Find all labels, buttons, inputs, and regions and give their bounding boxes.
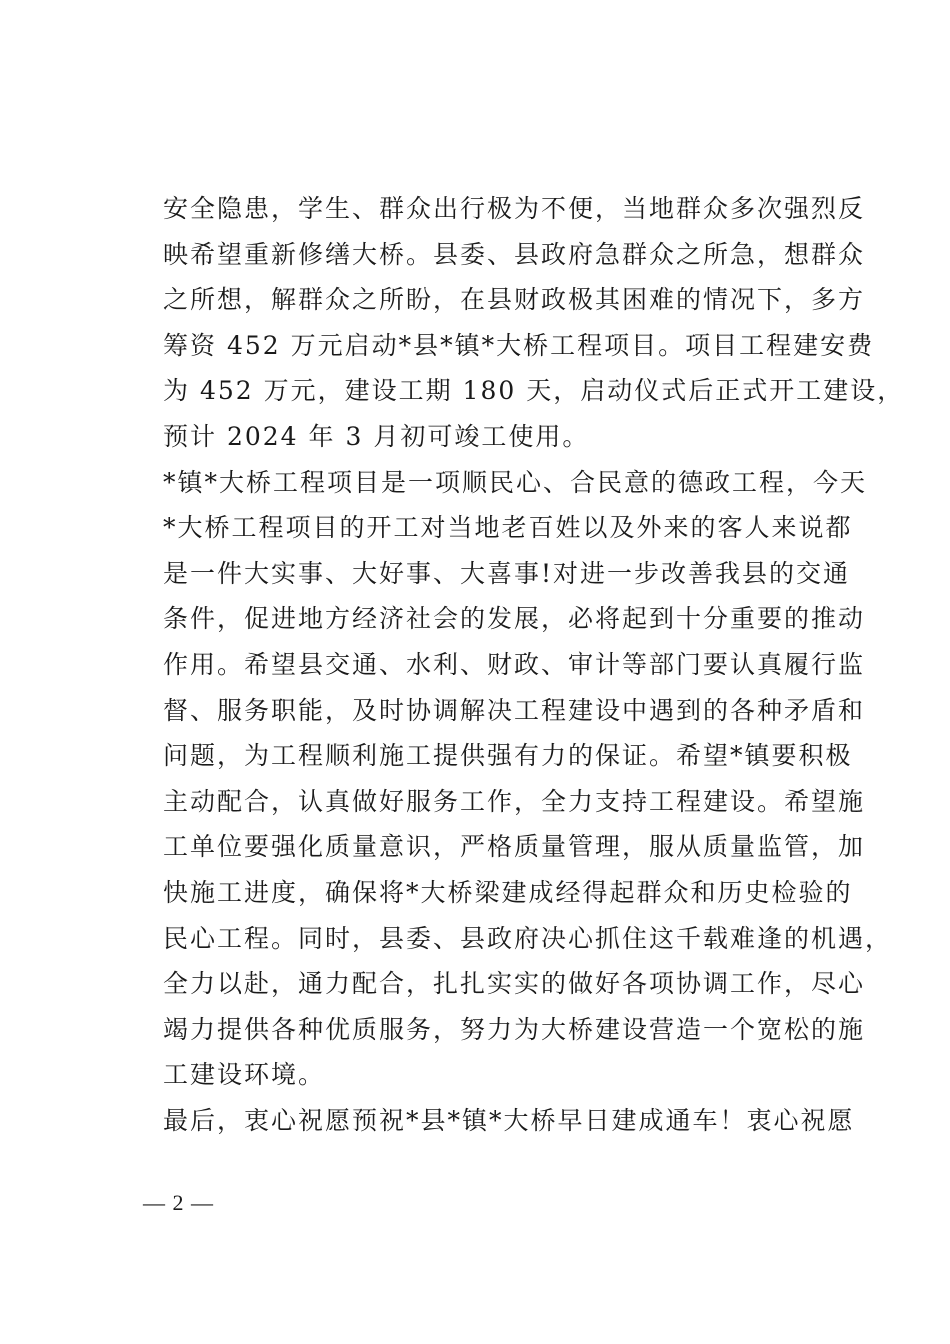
text-line: 工建设环境。 (163, 1060, 326, 1090)
text-line: 快施工进度，确保将*大桥梁建成经得起群众和历史检验的 (163, 877, 853, 907)
text-line: 作用。希望县交通、水利、财政、审计等部门要认真履行监 (163, 649, 866, 679)
text-line: 竭力提供各种优质服务，努力为大桥建设营造一个宽松的施 (163, 1014, 866, 1044)
text-line: 工单位要强化质量意识，严格质量管理，服从质量监管，加 (163, 832, 866, 862)
text-line: 映希望重新修缮大桥。县委、县政府急群众之所急，想群众 (163, 239, 866, 269)
text-line: 问题，为工程顺利施工提供强有力的保证。希望*镇要积极 (163, 741, 853, 771)
paragraph-1 (163, 186, 905, 460)
text-line: 为 452 万元，建设工期 180 天，启动仪式后正式开工建设， (163, 376, 905, 406)
paragraph-2 (163, 460, 893, 1098)
text-line: 主动配合，认真做好服务工作，全力支持工程建设。希望施 (163, 786, 866, 816)
text-line: 民心工程。同时，县委、县政府决心抓住这千载难逢的机遇， (163, 923, 893, 953)
body-text (163, 186, 905, 1143)
text-line: 条件，促进地方经济社会的发展，必将起到十分重要的推动 (163, 604, 866, 634)
text-line: 之所想，解群众之所盼，在县财政极其困难的情况下，多方 (163, 285, 866, 315)
paragraph-3 (163, 1098, 853, 1144)
text-line: *大桥工程项目的开工对当地老百姓以及外来的客人来说都 (163, 513, 853, 543)
text-line: 督、服务职能，及时协调解决工程建设中遇到的各种矛盾和 (163, 695, 866, 725)
text-line: 是一件大实事、大好事、大喜事!对进一步改善我县的交通 (163, 558, 851, 588)
text-line: 最后，衷心祝愿预祝*县*镇*大桥早日建成通车！衷心祝愿 (163, 1105, 855, 1135)
text-line: 安全隐患，学生、群众出行极为不便，当地群众多次强烈反 (163, 194, 866, 223)
text-line: 预计 2024 年 3 月初可竣工使用。 (163, 421, 590, 451)
page-number: — 2 — (143, 1190, 214, 1215)
text-line: 筹资 452 万元启动*县*镇*大桥工程项目。项目工程建安费 (163, 330, 875, 360)
text-line: 全力以赴，通力配合，扎扎实实的做好各项协调工作，尽心 (163, 969, 866, 999)
text-line: *镇*大桥工程项目是一项顺民心、合民意的德政工程，今天 (163, 467, 868, 497)
